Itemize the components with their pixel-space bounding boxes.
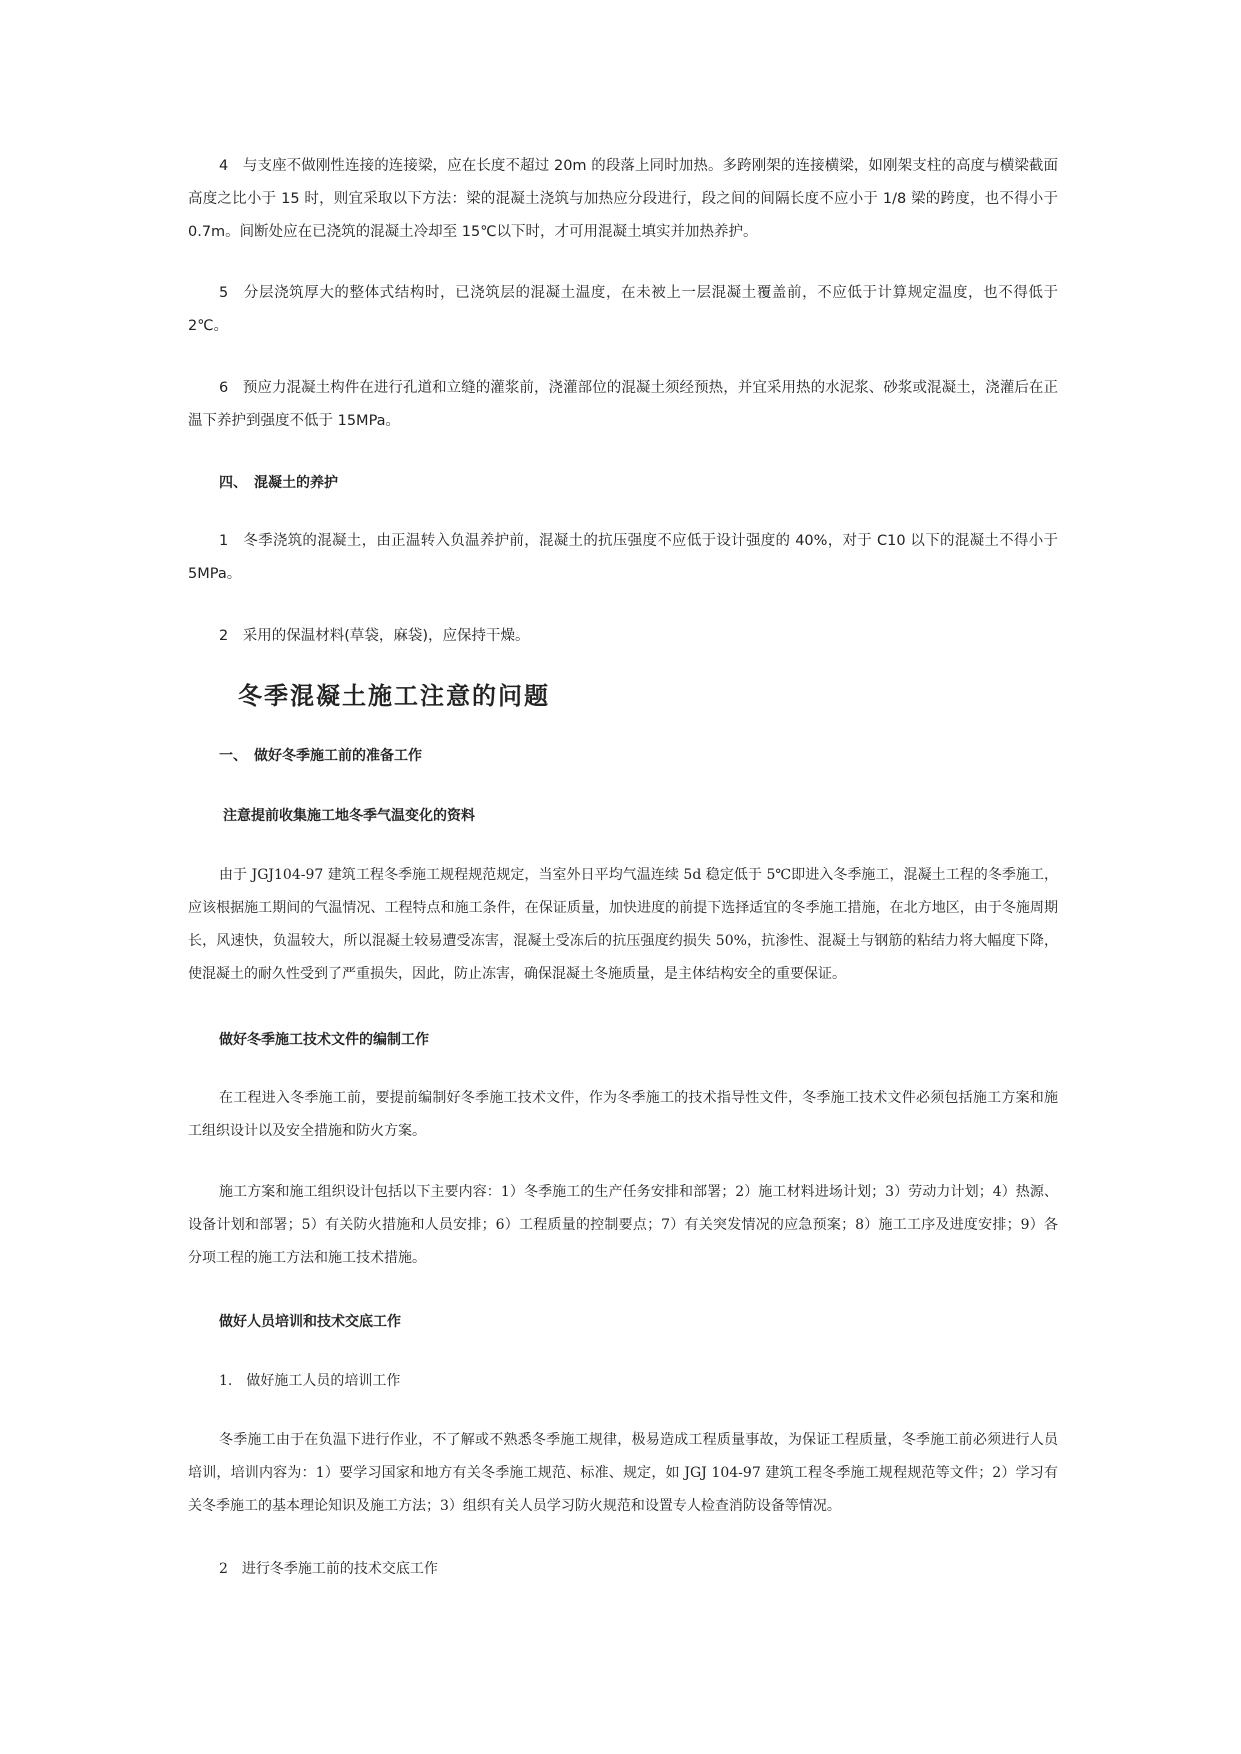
document-title: 冬季混凝土施工注意的问题: [238, 681, 550, 710]
paragraph-item-5: 5 分层浇筑厚大的整体式结构时，已浇筑层的混凝土温度，在未被上一层混凝土覆盖前，不应低于计算规定温度，也不得低于 2℃。: [188, 285, 1058, 334]
paragraph-technical-documents: 在工程进入冬季施工前，要提前编制好冬季施工技术文件，作为冬季施工的技术指导性文件，冬季施工技术文件必须包括施工方案和施工组织设计以及安全措施和防火方案。: [188, 1090, 1058, 1139]
section-heading-preparation: 一、 做好冬季施工前的准备工作: [219, 748, 422, 764]
paragraph-item-4: 4 与支座不做刚性连接的连接梁，应在长度不超过 20m 的段落上同时加热。多跨刚架的连接横梁，如刚架支柱的高度与横梁截面高度之比小于 15 时，则宜采取以下方法：梁的混凝土浇筑与加热应分段进行，段之间的间隔长度不应小于 1/8 梁的跨度，也不得小于 0.7m。间断处应在已浇筑的混凝土冷却至 15℃以下时，才可用混凝土填实并加热养护。: [188, 158, 1058, 240]
subheading-technical-documents: 做好冬季施工技术文件的编制工作: [219, 1032, 429, 1048]
paragraph-plan-contents: 施工方案和施工组织设计包括以下主要内容：1）冬季施工的生产任务安排和部署；2）施工材料进场计划；3）劳动力计划；4）热源、设备计划和部署；5）有关防火措施和人员安排；6）工程质量的控制要点；7）有关突发情况的应急预案；8）施工工序及进度安排；9）各分项工程的施工方法和施工技术措施。: [188, 1184, 1058, 1266]
paragraph-curing-1: 1 冬季浇筑的混凝土，由正温转入负温养护前，混凝土的抗压强度不应低于设计强度的 40%，对于 C10 以下的混凝土不得小于 5MPa。: [188, 533, 1058, 582]
list-item-training-2: 2 进行冬季施工前的技术交底工作: [219, 1561, 438, 1577]
paragraph-curing-2: 2 采用的保温材料(草袋，麻袋)，应保持干燥。: [219, 628, 530, 644]
section-heading-curing: 四、 混凝土的养护: [219, 475, 338, 491]
subheading-climate-data: 注意提前收集施工地冬季气温变化的资料: [223, 808, 475, 824]
paragraph-item-6: 6 预应力混凝土构件在进行孔道和立缝的灌浆前，浇灌部位的混凝土须经预热，并宜采用热的水泥浆、砂浆或混凝土，浇灌后在正温下养护到强度不低于 15MPa。: [188, 380, 1058, 429]
subheading-training: 做好人员培训和技术交底工作: [219, 1314, 401, 1330]
list-item-training-1: 1. 做好施工人员的培训工作: [219, 1373, 401, 1389]
paragraph-climate-data: 由于 JGJ104-97 建筑工程冬季施工规程规范规定，当室外日平均气温连续 5d 稳定低于 5℃即进入冬季施工，混凝土工程的冬季施工，应该根据施工期间的气温情况、工程特点和施工条件，在保证质量，加快进度的前提下选择适宜的冬季施工措施，在北方地区，由于冬施周期长，风速快，负温较大，所以混凝土较易遭受冻害，混凝土受冻后的抗压强度约损失 50%，抗渗性、混凝土与钢筋的粘结力将大幅度下降，使混凝土的耐久性受到了严重损失，因此，防止冻害，确保混凝土冬施质量，是主体结构安全的重要保证。: [188, 867, 1058, 982]
paragraph-training: 冬季施工由于在负温下进行作业，不了解或不熟悉冬季施工规律，极易造成工程质量事故，为保证工程质量，冬季施工前必须进行人员培训，培训内容为：1）要学习国家和地方有关冬季施工规范、标准、规定，如 JGJ 104-97 建筑工程冬季施工规程规范等文件；2）学习有关冬季施工的基本理论知识及施工方法；3）组织有关人员学习防火规范和设置专人检查消防设备等情况。: [188, 1432, 1058, 1514]
